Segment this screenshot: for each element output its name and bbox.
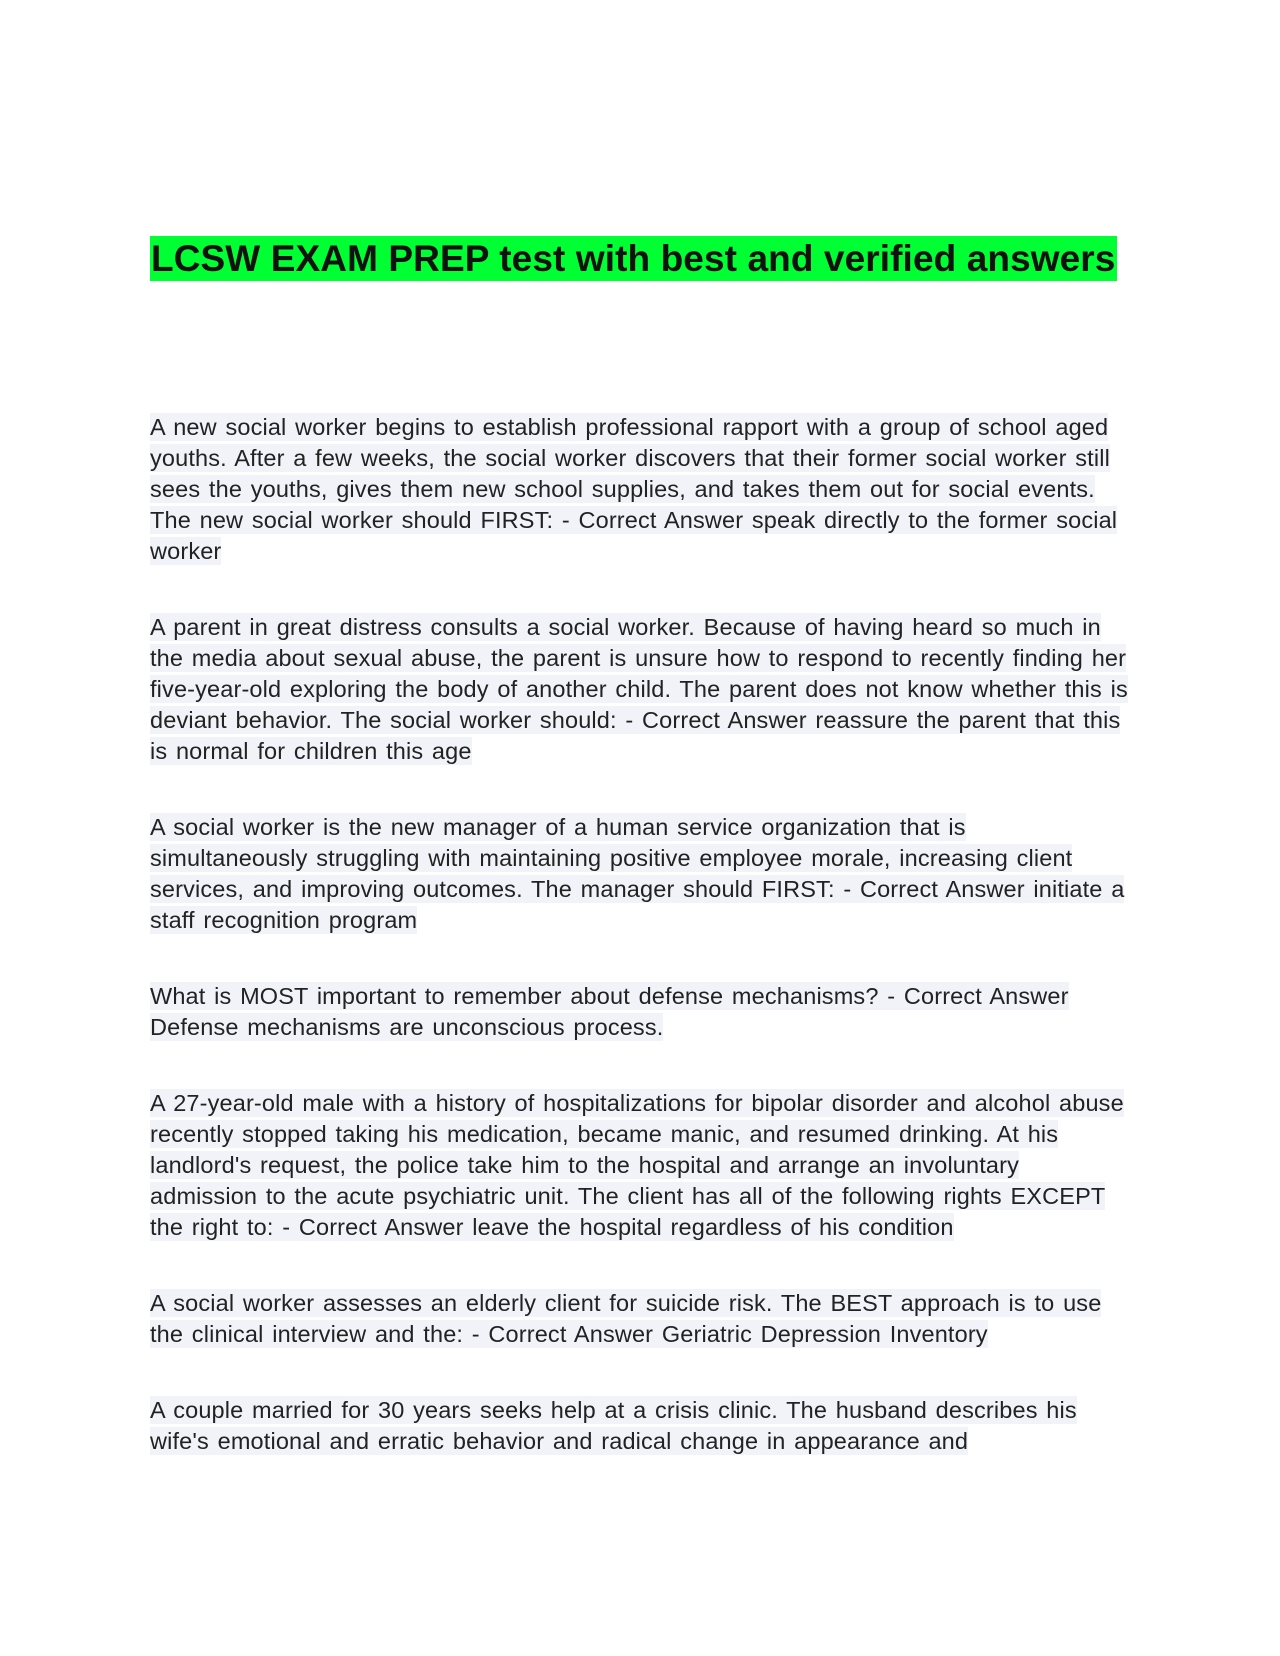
qa-item-text: A new social worker begins to establish professional rapport with a group of school aged youths. After a few weeks, the social worker discovers that their former social worker still sees the youths, gives them new school supplies, and takes them out for social events. The new social worker should FIRST: - Correct Answer speak directly to the former social worker — [150, 414, 1118, 564]
qa-item — [150, 1395, 1130, 1457]
qa-item — [150, 612, 1130, 767]
title-block — [150, 237, 1130, 281]
qa-item — [150, 1088, 1130, 1243]
qa-item — [150, 812, 1130, 936]
page-title: LCSW EXAM PREP test with best and verified answers — [151, 238, 1116, 279]
qa-item — [150, 1288, 1130, 1350]
qa-item-text: A 27-year-old male with a history of hospitalizations for bipolar disorder and alcohol abuse recently stopped taking his medication, became manic, and resumed drinking. At his landlord's request, the police take him to the hospital and arrange an involuntary admission to the acute psychiatric unit. The client has all of the following rights EXCEPT the right to: - Correct Answer leave the hospital regardless of his condition — [150, 1090, 1124, 1240]
qa-item — [150, 981, 1130, 1043]
qa-item — [150, 412, 1130, 567]
qa-list — [150, 412, 1130, 1502]
qa-item-text: What is MOST important to remember about defense mechanisms? - Correct Answer Defense mechanisms are unconscious process. — [150, 983, 1069, 1040]
qa-item-text: A social worker assesses an elderly client for suicide risk. The BEST approach is to use the clinical interview and the: - Correct Answer Geriatric Depression Inventory — [150, 1290, 1102, 1347]
qa-item-text: A social worker is the new manager of a human service organization that is simultaneously struggling with maintaining positive employee morale, increasing client services, and improving outcomes. The manager should FIRST: - Correct Answer initiate a staff recognition program — [150, 814, 1125, 933]
qa-item-text: A couple married for 30 years seeks help at a crisis clinic. The husband describes his wife's emotional and erratic behavior and radical change in appearance and — [150, 1397, 1077, 1454]
qa-item-text: A parent in great distress consults a social worker. Because of having heard so much in the media about sexual abuse, the parent is unsure how to respond to recently finding her five-year-old exploring the body of another child. The parent does not know whether this is deviant behavior. The social worker should: - Correct Answer reassure the parent that this is normal for children this age — [150, 614, 1128, 764]
